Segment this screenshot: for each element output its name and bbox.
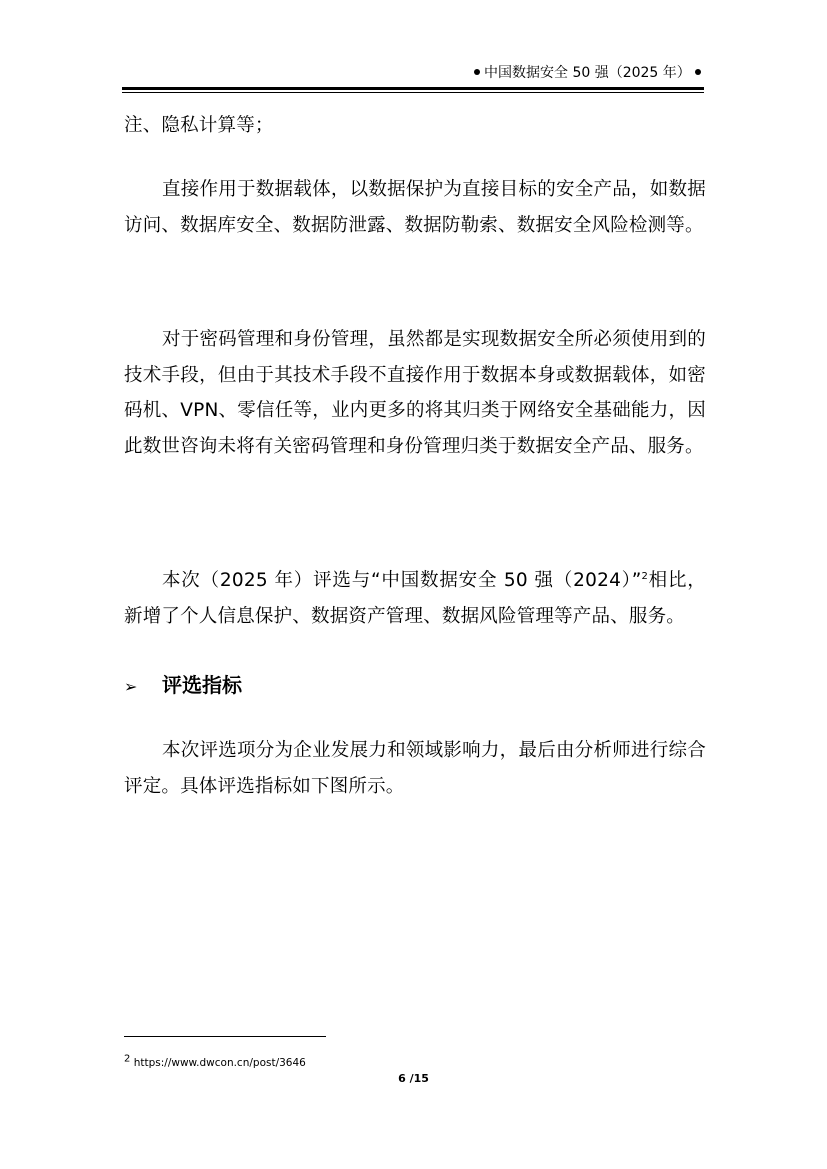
header-rule-thin	[122, 92, 704, 93]
running-header	[470, 64, 704, 82]
footnote-rule	[124, 1036, 326, 1037]
page-number: 6 /15	[398, 1072, 429, 1085]
footnote	[124, 1053, 306, 1070]
paragraph-2: 直接作用于数据载体，以数据保护为直接目标的安全产品，如数据访问、数据库安全、数据防泄露、数据防勒索、数据安全风险检测等。	[124, 179, 706, 236]
footnote-number: 2	[124, 1053, 131, 1065]
paragraph-3: 对于密码管理和身份管理，虽然都是实现数据安全所必须使用到的技术手段，但由于其技术手段不直接作用于数据本身或数据载体，如密码机、VPN、零信任等，业内更多的将其归类于网络安全基础能力，因此数世咨询未将有关密码管理和身份管理归类于数据安全产品、服务。	[124, 329, 706, 457]
bullet-dot-icon	[695, 69, 701, 75]
section-heading-text: 评选指标	[162, 673, 242, 697]
section-heading	[124, 668, 242, 704]
footnote-ref[interactable]: 2	[641, 570, 649, 582]
header-title: 中国数据安全 50 强（2025 年）	[484, 65, 691, 81]
arrow-bullet-icon: ➢	[124, 677, 138, 696]
header-rule-thick	[122, 87, 704, 90]
paragraph-4-text-start: 本次（2025 年）评选与“中国数据安全 50 强（2024）”	[162, 570, 642, 591]
paragraph-5: 本次评选项分为企业发展力和领域影响力，最后由分析师进行综合评定。具体评选指标如下图所示。	[124, 740, 706, 797]
paragraph-4-text-end: 相比，新增了个人信息保护、数据资产管理、数据风险管理等产品、服务。	[124, 570, 706, 627]
paragraph-1: 注、隐私计算等；	[124, 115, 274, 136]
footnote-link[interactable]: https://www.dwcon.cn/post/3646	[133, 1057, 306, 1069]
paragraph-4	[124, 563, 706, 634]
bullet-dot-icon	[474, 69, 480, 75]
